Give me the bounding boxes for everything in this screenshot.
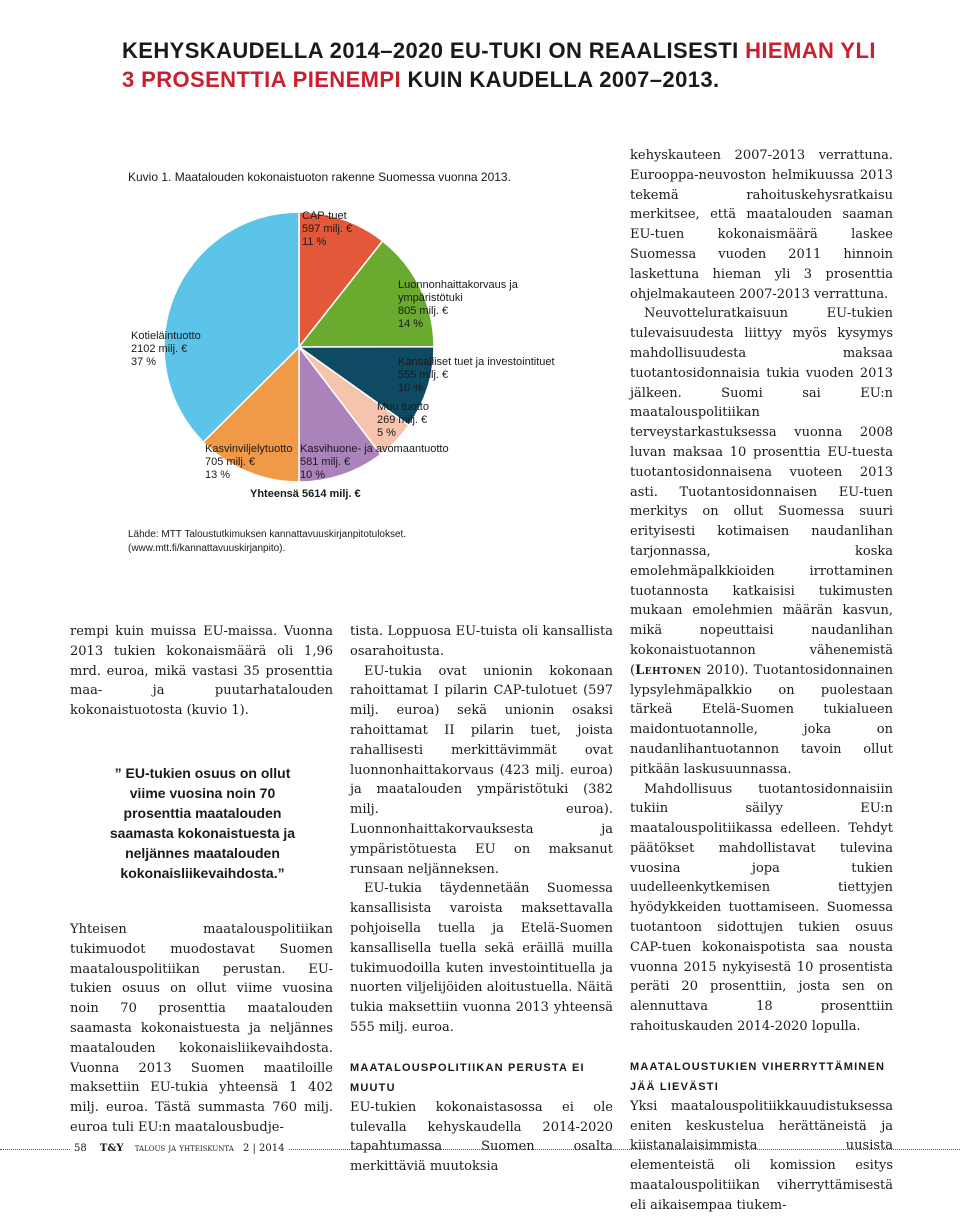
- footer: [70, 1143, 289, 1154]
- paragraph: Yhteisen maatalouspolitiikan tukimuodot muodostavat Suomen maatalouspolitiikan perustan. EU-tukien osuus on ollut viime vuosina noin 70 prosenttia maatalouden saamasta kokonaistuesta ja neljännes maatalouden kokonaisliikevaihdosta. Vuonna 2013 Suomen maatiloille maksettiin EU-tukia yhteensä 1 402 milj. euroa. Tästä summasta 760 milj. euroa tuli EU:n maatalousbudje-: [70, 922, 333, 1135]
- paragraph: Yksi maatalouspolitiikkauudistuksessa eniten keskustelua herättäneistä ja kiistanalaisimmista uusista elementeistä oli komission esitys maatalouspolitiikan viherryttämisestä eli aikaisempaa tiukem-: [630, 1098, 893, 1213]
- paragraph: EU-tukien kokonaistasossa ei ole tulevalla kehyskaudella 2014-2020 tapahtumassa Suomen osalta merkittäviä muutoksia: [350, 1099, 613, 1175]
- slice-label-kasvihuone: Kasvihuone- ja avomaantuotto 581 milj. € 10 %: [300, 443, 449, 481]
- headline: KEHYSKAUDELLA 2014–2020 EU-TUKI ON REAALISESTI HIEMAN YLI 3 PROSENTTIA PIENEMPI KUIN KAUDELLA 2007–2013.: [122, 38, 876, 92]
- column-3: [630, 146, 893, 1216]
- slice-label-luonnonhaitta: Luonnonhaittakorvaus ja ympäristötuki 805 milj. € 14 %: [398, 279, 518, 330]
- figure-source: Lähde: MTT Taloustutkimuksen kannattavuuskirjanpitotulokset. (www.mtt.fi/kannattavuuskirjanpito).: [128, 529, 407, 554]
- brand-logo: T&Y: [99, 1143, 124, 1154]
- paragraph: rempi kuin muissa EU-maissa. Vuonna 2013 tukien kokonaismäärä oli 1,96 mrd. euroa, mikä vastasi 35 prosenttia maa- ja puutarhatalouden kokonaistuotosta (kuvio 1).: [70, 624, 333, 719]
- paragraph: kehyskauteen 2007-2013 verrattuna. Eurooppa-neuvoston helmikuussa 2013 tekemä rahoituskehysratkaisu merkitsee, että maatalouden saaman EU-tuen kokonaismäärä laskee Suomessa vuoden 2011 hinnoin laskettuna hieman yli 3 prosenttia ohjelmakauteen 2007-2013 verrattuna.: [630, 148, 893, 302]
- column-1-bottom: [70, 920, 333, 1138]
- citation-author: Lehtonen: [635, 662, 702, 678]
- magazine-name: talous ja yhteiskunta: [134, 1143, 234, 1154]
- column-1-top: [70, 622, 333, 721]
- paragraph: Mahdollisuus tuotantosidonnaisiin tukiin säilyy EU:n maatalouspolitiikassa edelleen. Tehdyt päätökset mahdollistavat tulevina vuosina jopa tukien uudelleenkytkemisen tiettyjen hyödykkeiden tuottamiseen. Suomessa tuotantoon sidottujen tukien osuus CAP-tuen kokonaispotista saa nousta vuonna 2015 nykyisestä 10 prosentista peräti 20 prosenttiin, josta sen on alennuttava 18 prosenttiin rahoituskauden 2014-2020 lopulla.: [630, 781, 893, 1035]
- section-heading: MAATALOUSPOLITIIKAN PERUSTA EI MUUTU: [350, 1061, 585, 1094]
- paragraph: tista. Loppuosa EU-tuista oli kansallista osarahoitusta.: [350, 624, 613, 659]
- paragraph: EU-tukia ovat unionin kokonaan rahoittamat I pilarin CAP-tulotuet (597 milj. euroa) sekä unionin osaksi rahoittamat II pilarin tuet, joista rahallisesti merkittävimmät ovat luonnonhaittakorvaus (423 milj. euroa) ja maatalouden ympäristötuki (382 milj. euroa). Luonnonhaittakorvauksesta ja ympäristötuesta EU on maksanut runsaan neljänneksen.: [350, 663, 613, 877]
- paragraph: Neuvotteluratkaisuun EU-tukien tulevaisuudesta liittyy myös kysymys mahdollisuudesta maksaa tuotantosidonnaisia tukia vuoden 2013 jälkeen. Suomi sai EU:n maatalouspolitiikan terveystarkastuksessa vuonna 2008 luvan maksaa 10 prosenttia EU-tuesta tuotantosidonnaisena vuoteen 2013 asti. Tuotantosidonnaisen EU-tuen merkitys on ollut Suomessa suuri erityisesti kotimaisen naudanlihan tarjonnassa, koska emolehmäpalkkioiden irrottaminen tuotannosta katkaisisi tukimusten mukaan emolehmien määrän kasvun, mikä nopeuttaisi naudanlihan kokonaistuotannon vähenemistä (Lehtonen 2010). Tuotantosidonnainen lypsylehmäpalkkio on puolestaan tärkeä Etelä-Suomen tukialueen maidontuotannolle, joka on naudanlihantuotannon tavoin ollut pitkään laskusuunnassa.: [630, 306, 893, 777]
- issue-number: 2 | 2014: [242, 1143, 285, 1154]
- chart-total: Yhteensä 5614 milj. €: [250, 488, 361, 500]
- slice-label-cap: CAP-tuet 597 milj. € 11 %: [302, 210, 353, 248]
- slice-label-kasvinviljely: Kasvinviljelytuotto 705 milj. € 13 %: [205, 443, 293, 481]
- page-number: 58: [74, 1143, 87, 1154]
- column-2: [350, 622, 613, 1177]
- figure-title: Kuvio 1. Maatalouden kokonaistuoton rakenne Suomessa vuonna 2013.: [128, 170, 511, 184]
- paragraph: EU-tukia täydennetään Suomessa kansallisista varoista maksettavalla pohjoisella tuella ja Etelä-Suomen kansallisella tuella sekä eräillä muilla tukimuodoilla kuten investointituella ja nuorten viljelijöiden aloitustuella. Näitä tukia maksettiin vuonna 2013 yhteensä 555 milj. euroa.: [350, 881, 613, 1035]
- section-heading: MAATALOUSTUKIEN VIHERRYTTÄMINEN JÄÄ LIEVÄSTI: [630, 1060, 886, 1093]
- slice-label-muu: Muu tuotto 269 milj. € 5 %: [377, 401, 429, 439]
- pull-quote: ” EU-tukien osuus on ollut viime vuosina noin 70 prosenttia maatalouden saamasta kokonaistuesta ja neljännes maatalouden kokonaisliikevaihdosta.”: [109, 765, 296, 881]
- slice-label-kotielain: Kotieläintuotto 2102 milj. € 37 %: [131, 330, 201, 368]
- slice-label-kansalliset: Kansalliset tuet ja investointituet 555 milj. € 10 %: [398, 356, 555, 394]
